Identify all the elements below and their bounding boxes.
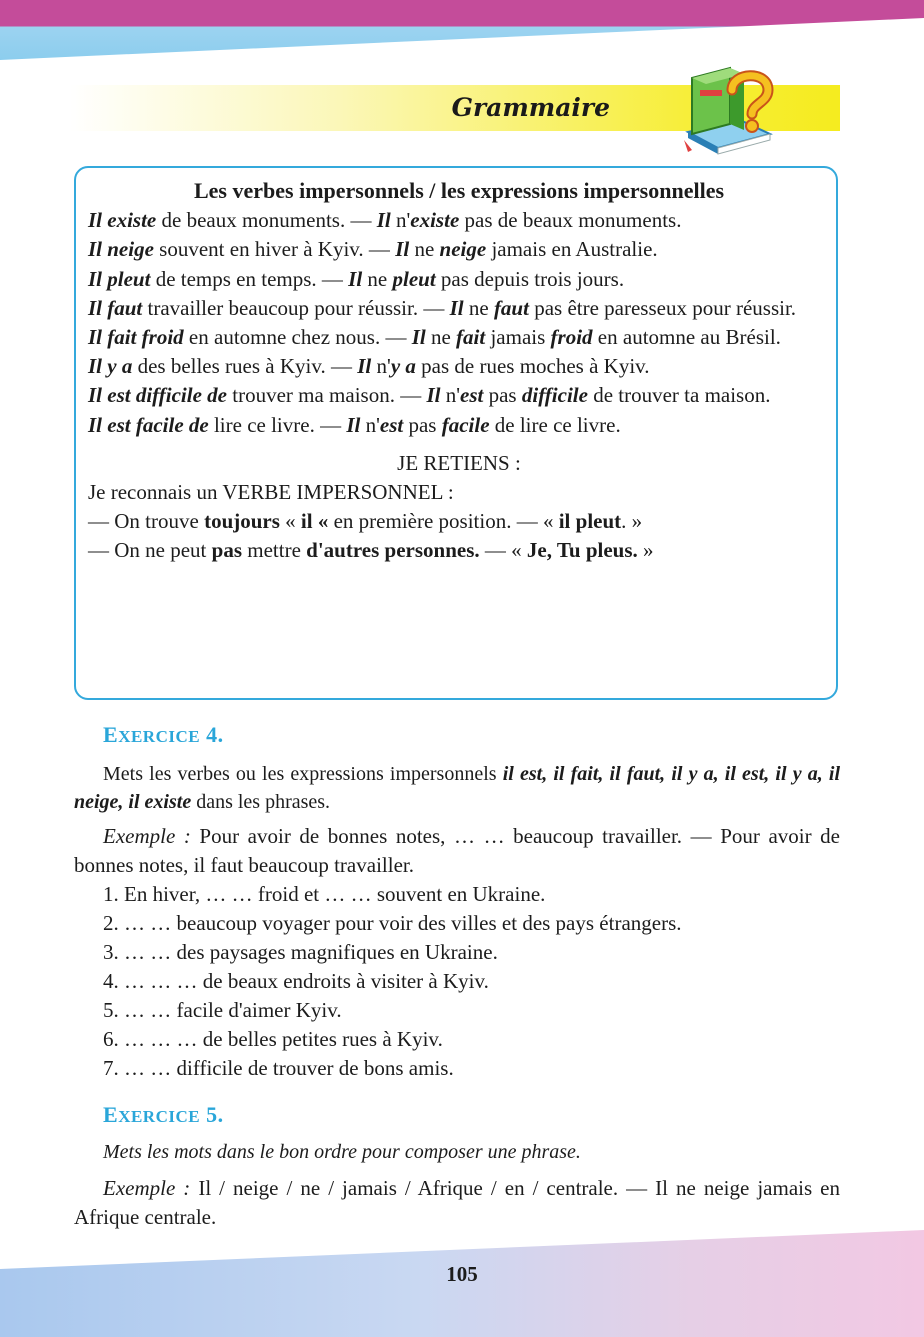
exercise-4-item: 3. … … des paysages magnifiques en Ukraine. <box>103 940 498 964</box>
exercise-4-instruction: Mets les verbes ou les expressions impersonnels il est, il fait, il faut, il y a, il est, il y a, il neige, il existe dans les phrases. <box>74 763 840 813</box>
exercise-4-item: 1. En hiver, … … froid et … … souvent en Ukraine. <box>103 882 546 906</box>
exercise-4-heading: EXERCICE 4. <box>103 722 224 747</box>
rule-line-faut: Il faut travailler beaucoup pour réussir. — Il ne faut pas être paresseux pour réussir. <box>88 295 797 320</box>
rule-title: Les verbes impersonnels / les expressions impersonnelles <box>193 178 725 203</box>
retiens-line-2: — On trouve toujours « il « en première position. — « il pleut. » <box>88 509 643 534</box>
je-retiens-heading: JE RETIENS : <box>397 450 521 475</box>
exercise-4-example: Exemple : Pour avoir de bonnes notes, … … beaucoup travailler. — Pour avoir de bonnes notes, il faut beaucoup travailler. <box>74 824 840 877</box>
exercise-4-body <box>74 760 840 1083</box>
page-number: 105 <box>446 1262 478 1286</box>
grammar-rule-content <box>88 176 830 566</box>
rule-line-pleut: Il pleut de temps en temps. — Il ne pleut pas depuis trois jours. <box>88 266 625 291</box>
rule-line-y-a: Il y a des belles rues à Kyiv. — Il n'y a pas de rues moches à Kyiv. <box>88 354 650 379</box>
exercise-4-item: 5. … … facile d'aimer Kyiv. <box>103 998 342 1022</box>
exercise-5-body <box>74 1138 840 1232</box>
exercise-4-item: 7. … … difficile de trouver de bons amis. <box>103 1056 454 1080</box>
rule-line-neige: Il neige souvent en hiver à Kyiv. — Il ne neige jamais en Australie. <box>88 237 658 262</box>
exercise-5-example: Exemple : Il / neige / ne / jamais / Afrique / en / centrale. — Il ne neige jamais en Afrique centrale. <box>74 1176 840 1229</box>
top-decorative-band <box>0 0 924 70</box>
exercise-5-instruction: Mets les mots dans le bon ordre pour composer une phrase. <box>103 1141 581 1163</box>
exercise-4-item: 6. … … … de belles petites rues à Kyiv. <box>103 1027 443 1051</box>
retiens-line-1: Je reconnais un VERBE IMPERSONNEL : <box>88 480 454 505</box>
retiens-line-3: — On ne peut pas mettre d'autres personnes. — « Je, Tu pleus. » <box>88 538 654 563</box>
section-title: Grammaire <box>451 93 610 122</box>
exercise-5-heading: EXERCICE 5. <box>103 1102 224 1127</box>
rule-line-difficile: Il est difficile de trouver ma maison. — Il n'est pas difficile de trouver ta maison. <box>88 383 771 408</box>
exercise-4-item: 4. … … … de beaux endroits à visiter à Kyiv. <box>103 969 489 993</box>
rule-line-fait-froid: Il fait froid en automne chez nous. — Il ne fait jamais froid en automne au Brésil. <box>88 325 781 350</box>
rule-line-existe: Il existe de beaux monuments. — Il n'existe pas de beaux monuments. <box>88 208 682 233</box>
exercise-4-item: 2. … … beaucoup voyager pour voir des villes et des pays étrangers. <box>103 911 682 935</box>
rule-line-facile: Il est facile de lire ce livre. — Il n'est pas facile de lire ce livre. <box>88 412 621 437</box>
book-question-icon <box>678 50 778 160</box>
